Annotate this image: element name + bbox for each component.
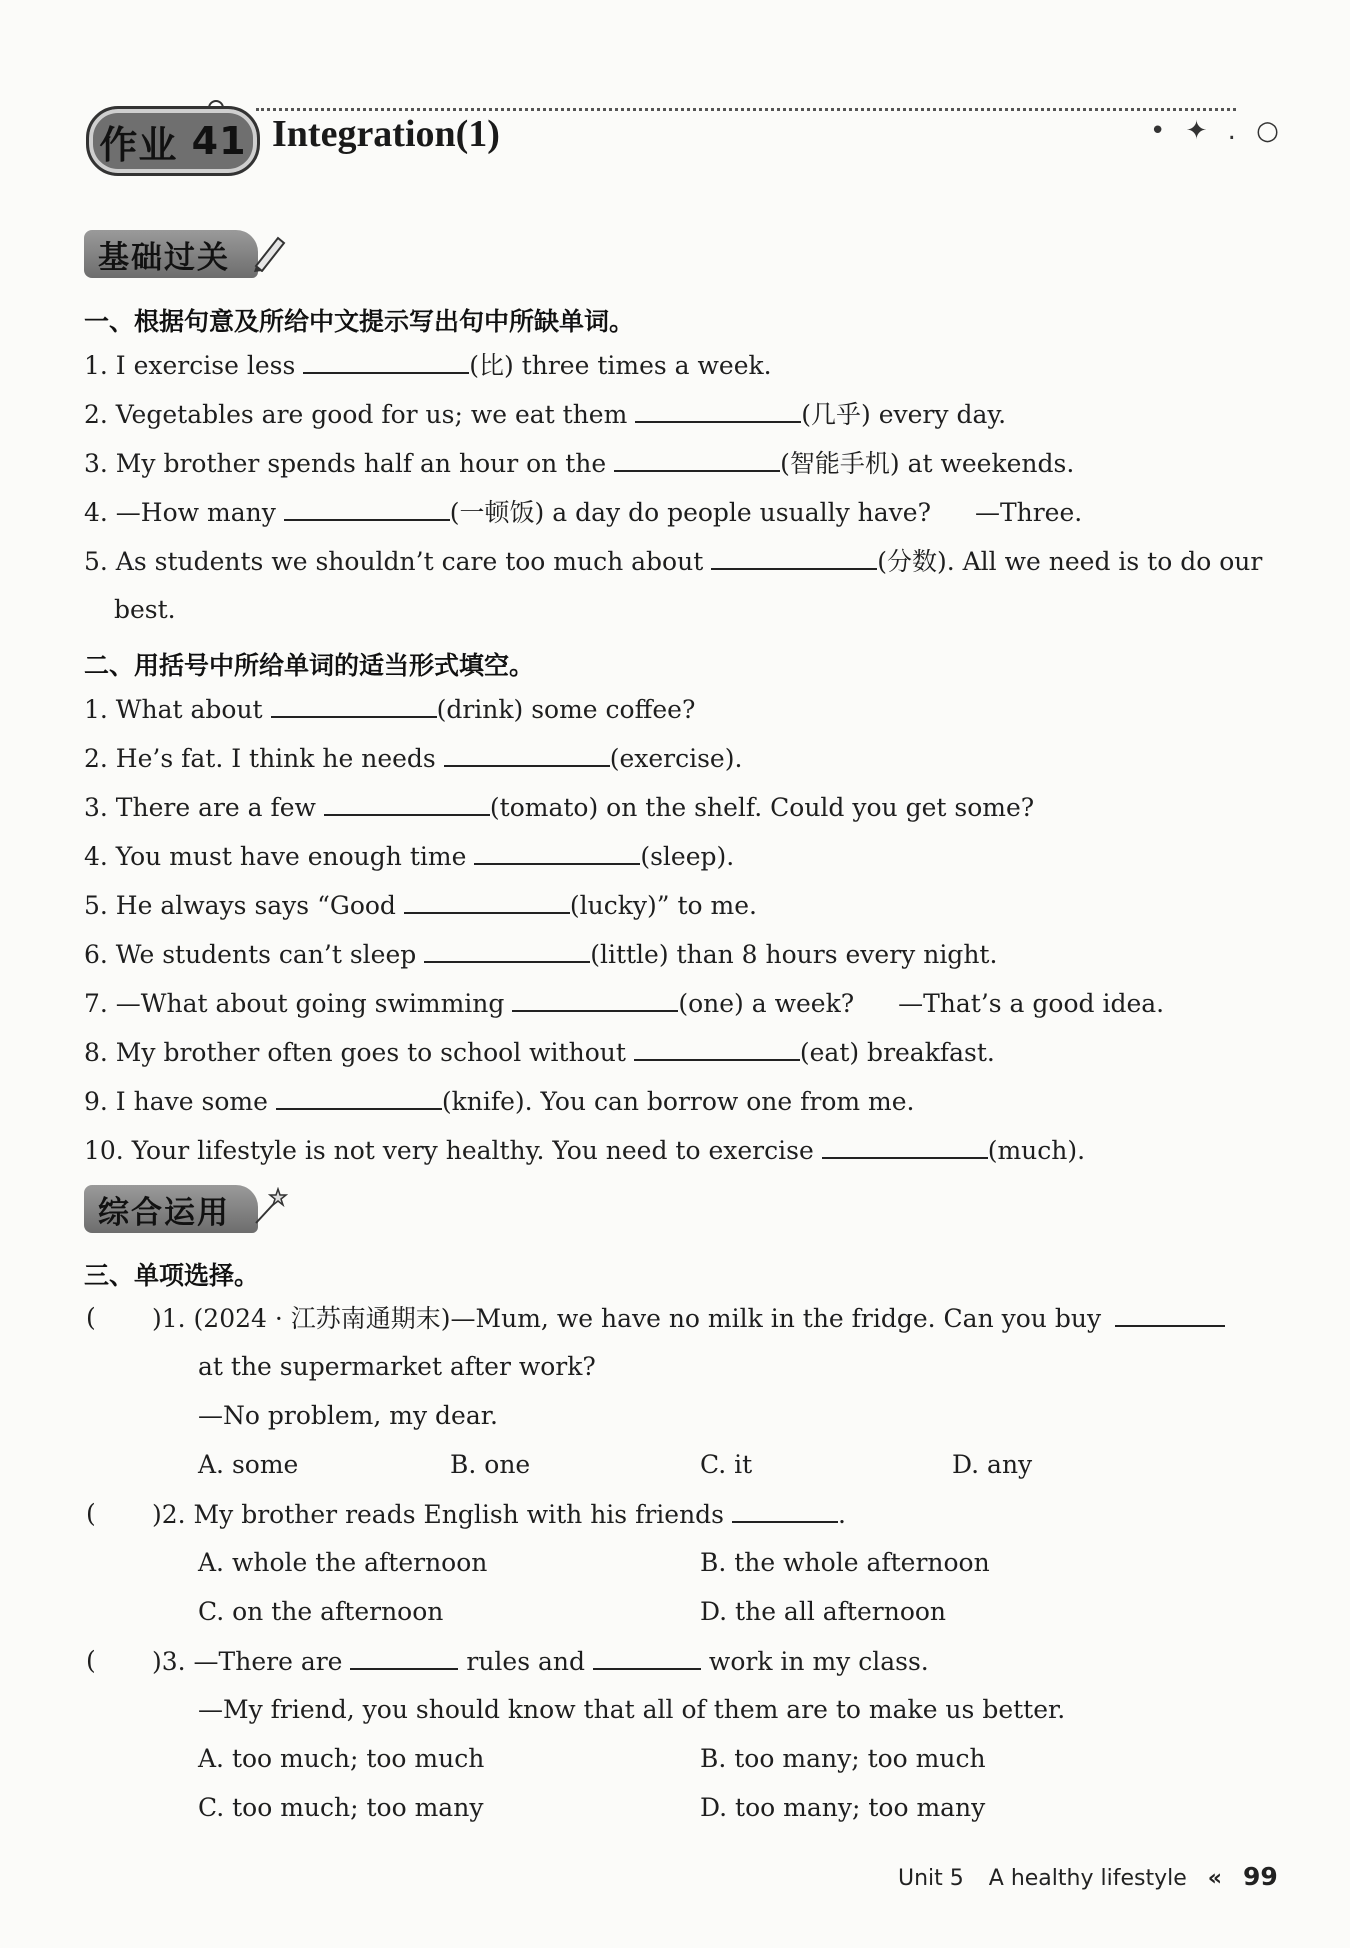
item-hint: (几乎) every day. — [801, 400, 1007, 429]
item-hint: (一顿饭) a day do people usually have? — [449, 498, 931, 527]
item-text: 4. You must have enough time — [84, 842, 467, 871]
answer-blank[interactable] — [635, 399, 801, 423]
part2-item-8 — [84, 1037, 995, 1068]
answer-blank[interactable] — [271, 694, 437, 718]
answer-paren-q2[interactable]: ( — [86, 1499, 96, 1528]
part1-item-3 — [84, 448, 1074, 479]
q3-line2: —My friend, you should know that all of them are to make us better. — [198, 1695, 1066, 1724]
q2-option-a[interactable]: A. whole the afternoon — [198, 1548, 488, 1577]
footer-unit: Unit 5 — [898, 1866, 964, 1891]
item-text: 6. We students can’t sleep — [84, 940, 417, 969]
answer-blank[interactable] — [711, 546, 877, 570]
part2-item-9 — [84, 1086, 915, 1117]
item-text: 7. —What about going swimming — [84, 989, 505, 1018]
item-text: 10. Your lifestyle is not very healthy. You need to exercise — [84, 1136, 814, 1165]
answer-paren-q1[interactable]: ( — [86, 1303, 96, 1332]
part2-heading: 二、用括号中所给单词的适当形式填空。 — [84, 651, 535, 680]
item-text: 3. My brother spends half an hour on the — [84, 449, 607, 478]
badge-label: 作业 — [99, 122, 178, 167]
answer-blank[interactable] — [303, 350, 469, 374]
q3-text: )3. —There are — [152, 1647, 343, 1676]
pencil-icon — [252, 232, 288, 272]
part2-item-3 — [84, 792, 1034, 823]
answer-blank[interactable] — [634, 1037, 800, 1061]
item-hint: (分数). All we need is to do our — [877, 547, 1263, 576]
part2-item-6 — [84, 939, 997, 970]
item-hint: (knife). You can borrow one from me. — [441, 1087, 915, 1116]
item-reply: —That’s a good idea. — [898, 989, 1165, 1018]
q1-option-a[interactable]: A. some — [198, 1450, 299, 1479]
answer-blank[interactable] — [593, 1646, 701, 1670]
star-wand-icon — [252, 1187, 288, 1227]
item-text: 9. I have some — [84, 1087, 268, 1116]
answer-blank[interactable] — [424, 939, 590, 963]
part1-heading: 一、根据句意及所给中文提示写出句中所缺单词。 — [84, 307, 635, 336]
section-tag-basic-label: 基础过关 — [98, 239, 230, 276]
item-text: 3. There are a few — [84, 793, 316, 822]
item-hint: (sleep). — [640, 842, 735, 871]
part1-item-1 — [84, 350, 772, 381]
q1-option-c[interactable]: C. it — [700, 1450, 753, 1479]
answer-paren-q3[interactable]: ( — [86, 1646, 96, 1675]
part2-item-4 — [84, 841, 734, 872]
item-text: 1. What about — [84, 695, 263, 724]
item-text: 4. —How many — [84, 498, 276, 527]
answer-blank[interactable] — [512, 988, 678, 1012]
item-hint: (exercise). — [609, 744, 743, 773]
part2-item-1 — [84, 694, 695, 725]
q2-text: )2. My brother reads English with his friends — [152, 1500, 725, 1529]
answer-blank[interactable] — [284, 497, 450, 521]
item-hint: (one) a week? — [678, 989, 855, 1018]
answer-blank[interactable] — [276, 1086, 442, 1110]
assignment-badge — [86, 106, 260, 176]
item-hint: (比) three times a week. — [469, 351, 772, 380]
answer-blank[interactable] — [474, 841, 640, 865]
item-reply: —Three. — [974, 498, 1083, 527]
part2-item-10 — [84, 1135, 1085, 1166]
part2-item-5 — [84, 890, 757, 921]
double-chevron-icon: « — [1207, 1866, 1222, 1891]
q1-option-d[interactable]: D. any — [952, 1450, 1033, 1479]
item-text: 2. Vegetables are good for us; we eat them — [84, 400, 628, 429]
item-hint: (eat) breakfast. — [799, 1038, 995, 1067]
header-dotted-line — [256, 108, 1236, 111]
answer-blank[interactable] — [614, 448, 780, 472]
q3-text-mid: rules and — [466, 1647, 586, 1676]
answer-blank[interactable] — [732, 1499, 838, 1523]
item-text: 5. He always says “Good — [84, 891, 396, 920]
sparkle-icon: • ✦ . ○ — [1150, 116, 1285, 146]
q1-line3: —No problem, my dear. — [198, 1401, 498, 1430]
q1-stem — [152, 1303, 1225, 1334]
page-title: Integration(1) — [272, 113, 500, 155]
item-hint: (智能手机) at weekends. — [780, 449, 1075, 478]
section-tag-comprehensive-label: 综合运用 — [98, 1194, 230, 1231]
badge-number: 41 — [191, 119, 247, 163]
q1-text: )1. (2024 · 江苏南通期末)—Mum, we have no milk in the fridge. Can you buy — [152, 1304, 1102, 1333]
q2-stem — [152, 1499, 846, 1530]
item-text: 5. As students we shouldn’t care too much about — [84, 547, 704, 576]
part2-item-2 — [84, 743, 742, 774]
q3-option-b[interactable]: B. too many; too much — [700, 1744, 986, 1773]
part1-item-5-continuation: best. — [114, 595, 176, 624]
item-hint: (lucky)” to me. — [569, 891, 758, 920]
item-text: 8. My brother often goes to school without — [84, 1038, 626, 1067]
answer-blank[interactable] — [404, 890, 570, 914]
q3-stem — [152, 1646, 929, 1677]
q3-text-end: work in my class. — [708, 1647, 929, 1676]
answer-blank[interactable] — [822, 1135, 988, 1159]
q2-option-c[interactable]: C. on the afternoon — [198, 1597, 444, 1626]
item-hint: (little) than 8 hours every night. — [590, 940, 998, 969]
part1-item-4 — [84, 497, 1082, 528]
page-footer — [898, 1862, 1278, 1891]
page-number: 99 — [1242, 1862, 1278, 1891]
q3-option-a[interactable]: A. too much; too much — [198, 1744, 485, 1773]
section-tag-basic — [84, 230, 258, 278]
part3-heading: 三、单项选择。 — [84, 1261, 260, 1290]
part1-item-2 — [84, 399, 1006, 430]
q1-line2: at the supermarket after work? — [198, 1352, 596, 1381]
part1-item-5 — [84, 546, 1262, 577]
part2-item-7 — [84, 988, 1164, 1019]
item-hint: (drink) some coffee? — [436, 695, 696, 724]
answer-blank[interactable] — [324, 792, 490, 816]
q3-option-d[interactable]: D. too many; too many — [700, 1793, 986, 1822]
answer-blank[interactable] — [350, 1646, 458, 1670]
q1-option-b[interactable]: B. one — [450, 1450, 531, 1479]
answer-blank[interactable] — [1115, 1303, 1225, 1327]
section-tag-comprehensive — [84, 1185, 258, 1233]
item-hint: (much). — [987, 1136, 1086, 1165]
item-text: 2. He’s fat. I think he needs — [84, 744, 436, 773]
item-hint: (tomato) on the shelf. Could you get some? — [489, 793, 1035, 822]
item-text: 1. I exercise less — [84, 351, 296, 380]
q2-period: . — [837, 1500, 846, 1529]
q3-option-c[interactable]: C. too much; too many — [198, 1793, 484, 1822]
footer-title: A healthy lifestyle — [988, 1866, 1187, 1891]
answer-blank[interactable] — [444, 743, 610, 767]
q2-option-b[interactable]: B. the whole afternoon — [700, 1548, 990, 1577]
q2-option-d[interactable]: D. the all afternoon — [700, 1597, 947, 1626]
